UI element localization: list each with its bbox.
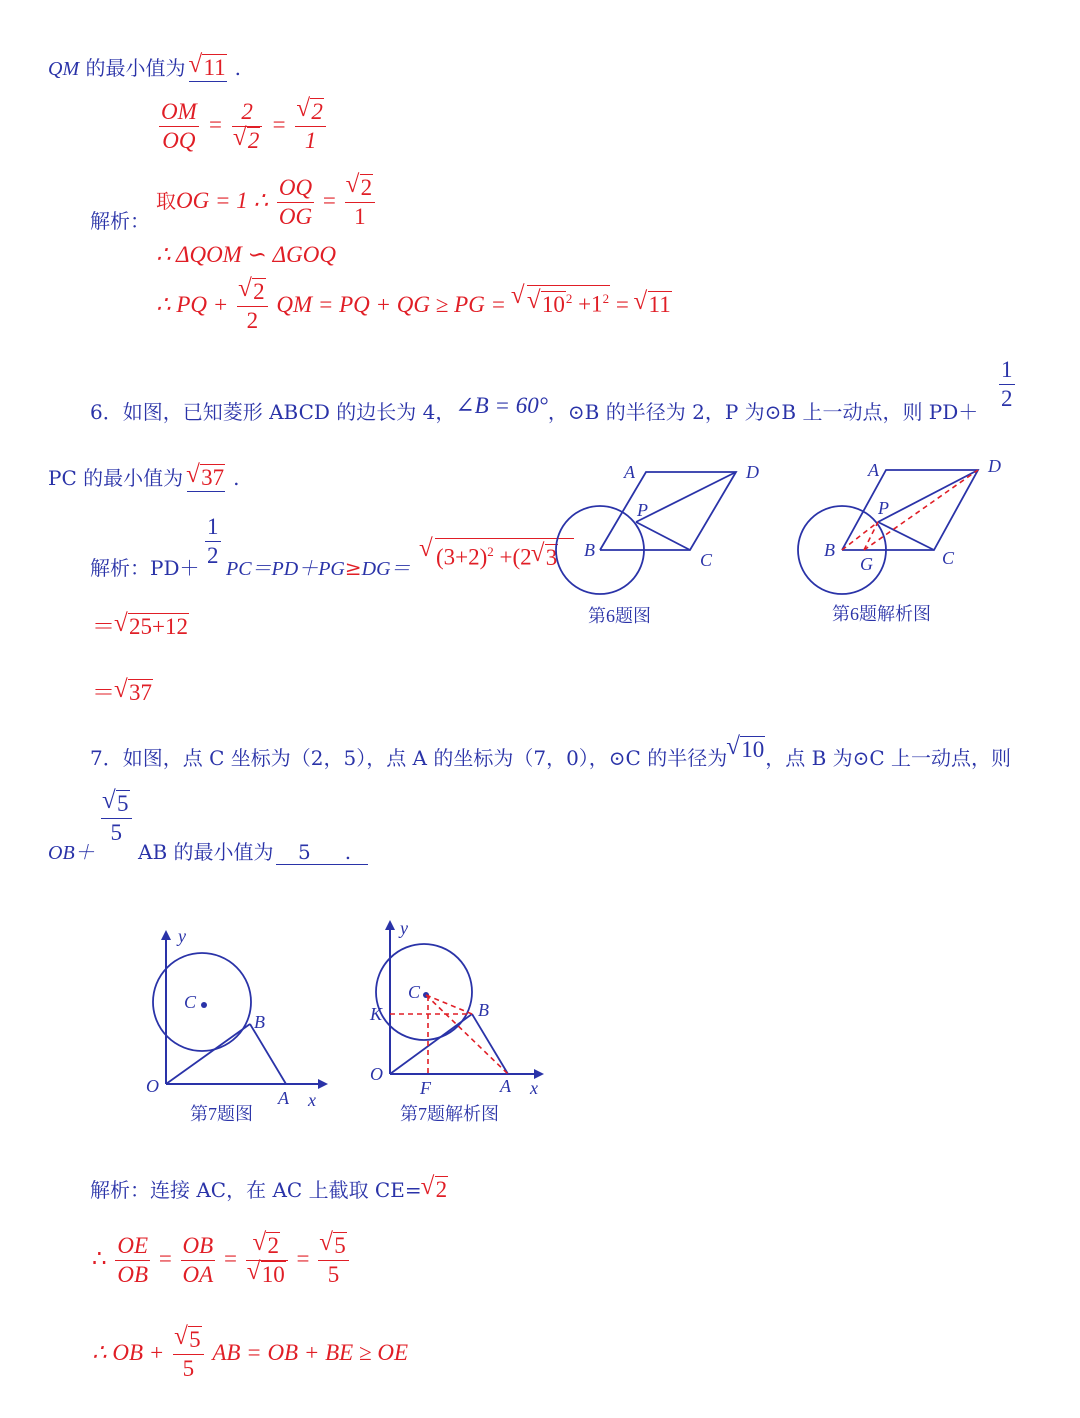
qm-text: 的最小值为 [79, 56, 186, 80]
p7s-label-a: A [500, 1076, 511, 1096]
p7-sol-ratios: ∴ $\frac{OE}{OB}$ = $\frac{OB}{OA}$ = √ 2 √ 10 = √ $\frac{5}{5}$ [92, 1232, 352, 1289]
p6-sol-rest: PC＝PD＋PG≥DG＝ [226, 556, 411, 580]
p7-label-b: B [254, 1012, 265, 1032]
p6-label-b: B [584, 540, 595, 560]
p6-label-a: A [624, 462, 635, 482]
p6-answer: √ 37 [187, 464, 225, 492]
p7-answer: 5 . [276, 840, 368, 865]
qm-label: QM [48, 58, 80, 80]
p6-sol-sqrt: √ $(3+2)^2 +(2√$ 3 [420, 538, 574, 571]
analysis-label-5: 解析： [90, 209, 150, 233]
p6-solution-figure [792, 452, 1032, 638]
p7-fraction: √ $\frac{5}{5}$ [98, 790, 135, 847]
p7s-label-k: K [370, 1004, 383, 1024]
p6-fraction: $\frac{1}{2}$ [1001, 357, 1013, 411]
p7s-label-y: y [400, 918, 408, 938]
p6s-label-d: D [988, 456, 1001, 476]
p6s-label-c: C [942, 548, 955, 568]
p6-figure [548, 452, 788, 638]
ratio-row-2: 取OG = 1 ∴ $\frac{OQ}{OG}$ = √ $\frac{2}{1}$ [156, 174, 378, 231]
p7-fig1-caption: 第7题图 [190, 1104, 253, 1124]
p7s-label-o: O [370, 1064, 383, 1084]
p7-label-o: O [146, 1076, 159, 1096]
qm-answer: √ 11 [189, 54, 226, 82]
p7-figure [138, 926, 334, 1130]
p6s-label-a: A [868, 460, 879, 480]
p7-label-x: x [308, 1090, 316, 1110]
p6-step2: ＝√ 25+12 [92, 608, 189, 641]
p6-fig2-caption: 第6题解析图 [832, 604, 931, 624]
p6-step3: ＝√ 37 [92, 674, 153, 707]
p7-l2b: AB 的最小值为 5 . [138, 836, 368, 865]
p7-label-c: C [184, 992, 197, 1012]
p7s-label-c: C [408, 982, 421, 1002]
p7-sol-line1: 解析：连接 AC，在 AC 上截取 CE=√ 2 [90, 1174, 448, 1203]
similar-triangles: ∴ ΔQOM ∽ ΔGOQ [156, 242, 336, 267]
p6s-label-b: B [824, 540, 835, 560]
p7-fig2-caption: 第7题解析图 [400, 1104, 499, 1124]
p6-label-p: P [637, 500, 648, 520]
p7-label-y: y [178, 926, 186, 946]
p7-solution-figure [362, 916, 552, 1130]
p6-label-d: D [746, 462, 759, 482]
qm-min-line [48, 52, 241, 82]
ratio-row-1: $\frac{OM}{OQ}$ = 2 √ 2 = √ $\frac{2}{1}$ [156, 98, 329, 155]
p6-stem: 6．如图，已知菱形 ABCD 的边长为 4，∠B = 60°，⊙B 的半径为 2，P 为⊙B 上一动点，则 PD＋ [90, 393, 979, 424]
p6-line2: PC 的最小值为√ 37 . [48, 462, 239, 492]
p7-l2a: OB＋ [48, 842, 95, 864]
p7-stem: 7．如图，点 C 坐标为（2，5），点 A 的坐标为（7，0），⊙C 的半径为√ 10，点 B 为⊙C 上一动点，则 [90, 742, 1011, 771]
p7s-label-x: x [530, 1078, 538, 1098]
p7s-label-b: B [478, 1000, 489, 1020]
p6-fig1-caption: 第6题图 [588, 606, 651, 626]
p6-solution-label: 解析：PD＋ [90, 556, 200, 580]
p6s-label-g: G [860, 554, 873, 574]
p7s-label-f: F [420, 1078, 431, 1098]
inequality-row: ∴ PQ + √ $\frac{2}{2}$ QM = PQ + QG ≥ PG = √ √ $10^2 +1^2$ = √ 11 [156, 278, 672, 335]
qm-end: . [234, 56, 241, 80]
p7-sol-final: ∴ OB + √ $\frac{5}{5}$ AB = OB + BE ≥ OE [92, 1326, 408, 1383]
p7-label-a: A [278, 1088, 289, 1108]
p6-sol-frac: $\frac{1}{2}$ [207, 514, 219, 568]
p6-label-c: C [700, 550, 713, 570]
p6s-label-p: P [878, 498, 889, 518]
